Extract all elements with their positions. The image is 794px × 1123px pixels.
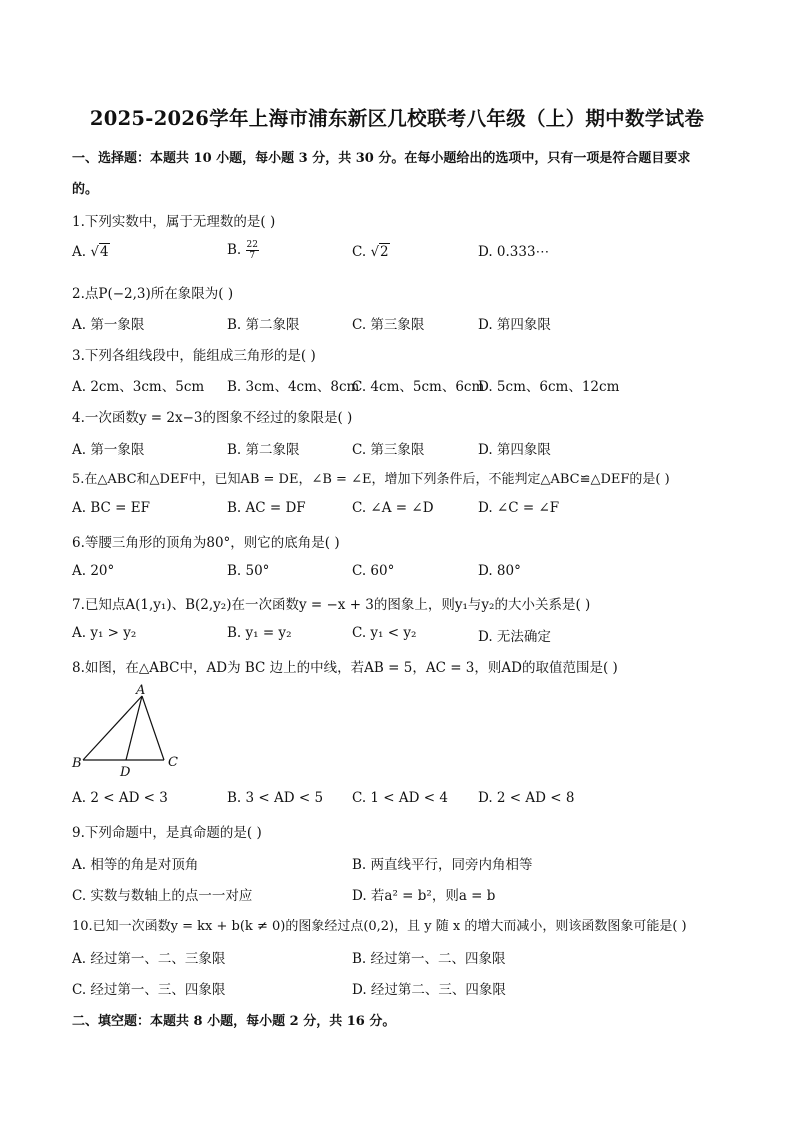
q2-option-d: D. 第四象限 bbox=[478, 317, 551, 333]
q1-option-c bbox=[352, 244, 390, 260]
q1-c-label: C. bbox=[352, 244, 367, 260]
q10-option-b: B. 经过第一、二、四象限 bbox=[352, 951, 506, 967]
q7-option-d: D. 无法确定 bbox=[478, 629, 551, 645]
q1-option-b bbox=[227, 240, 259, 261]
q10-stem: 10.已知一次函数y = kx + b(k ≠ 0)的图象经过点(0,2)，且 y 随 x 的增大而减小，则该函数图象可能是( ) bbox=[72, 919, 687, 934]
q7-option-a: A. y₁ > y₂ bbox=[72, 625, 137, 641]
q10-option-d: D. 经过第二、三、四象限 bbox=[352, 982, 506, 998]
triangle-figure bbox=[66, 682, 196, 782]
q8-stem: 8.如图，在△ABC中，AD为 BC 边上的中线，若AB = 5，AC = 3，则AD的取值范围是( ) bbox=[72, 660, 618, 676]
side-ac bbox=[142, 696, 164, 760]
q1-c-radicand: 2 bbox=[380, 244, 389, 260]
q9-option-a: A. 相等的角是对顶角 bbox=[72, 857, 199, 873]
q1-a-label: A. bbox=[72, 244, 87, 260]
point-d-label: D bbox=[120, 765, 131, 780]
q1-stem: 1.下列实数中，属于无理数的是( ) bbox=[72, 214, 276, 230]
q7-stem: 7.已知点A(1,y₁)、B(2,y₂)在一次函数y = −x + 3的图象上，则y₁与y₂的大小关系是( ) bbox=[72, 597, 591, 613]
q4-option-c: C. 第三象限 bbox=[352, 442, 425, 458]
q2-option-b: B. 第二象限 bbox=[227, 317, 300, 333]
q7-option-c: C. y₁ < y₂ bbox=[352, 625, 417, 641]
q7-option-b: B. y₁ = y₂ bbox=[227, 625, 292, 641]
q9-option-c: C. 实数与数轴上的点一一对应 bbox=[72, 888, 253, 904]
q3-option-d: D. 5cm、6cm、12cm bbox=[478, 379, 620, 395]
q8-option-a: A. 2 < AD < 3 bbox=[72, 790, 168, 806]
vertex-a-label: A bbox=[136, 683, 146, 698]
q1-b-denominator: 7 bbox=[249, 251, 256, 261]
vertex-b-label: B bbox=[72, 756, 82, 771]
q4-option-d: D. 第四象限 bbox=[478, 442, 551, 458]
q3-option-b: B. 3cm、4cm、8cm bbox=[227, 379, 360, 395]
q2-stem: 2.点P(−2,3)所在象限为( ) bbox=[72, 286, 234, 302]
q1-a-radicand: 4 bbox=[99, 244, 109, 260]
q1-b-numerator: 22 bbox=[246, 240, 258, 250]
q8-option-b: B. 3 < AD < 5 bbox=[227, 790, 324, 806]
section1-heading: 一、选择题：本题共 10 小题，每小题 3 分，共 30 分。在每小题给出的选项中，只有一项是符合题目要求 bbox=[72, 151, 691, 166]
q3-option-c: C. 4cm、5cm、6cm bbox=[352, 379, 485, 395]
q9-option-d: D. 若a² = b²，则a = b bbox=[352, 888, 496, 904]
section2-heading: 二、填空题：本题共 8 小题，每小题 2 分，共 16 分。 bbox=[72, 1014, 396, 1029]
q1-option-d: D. 0.333⋯ bbox=[478, 244, 550, 260]
q6-stem: 6.等腰三角形的顶角为80°，则它的底角是( ) bbox=[72, 535, 340, 551]
q5-option-d: D. ∠C = ∠F bbox=[478, 500, 560, 516]
side-ab bbox=[83, 696, 142, 760]
q6-option-c: C. 60° bbox=[352, 563, 395, 579]
q3-stem: 3.下列各组线段中，能组成三角形的是( ) bbox=[72, 348, 316, 364]
q10-option-c: C. 经过第一、三、四象限 bbox=[72, 982, 226, 998]
sqrt-symbol: √2 bbox=[370, 244, 389, 260]
q1-b-label: B. bbox=[227, 242, 242, 258]
q5-option-b: B. AC = DF bbox=[227, 500, 306, 516]
q9-stem: 9.下列命题中，是真命题的是( ) bbox=[72, 825, 262, 841]
q3-option-a: A. 2cm、3cm、5cm bbox=[72, 379, 205, 395]
q9-option-b: B. 两直线平行，同旁内角相等 bbox=[352, 857, 533, 873]
q1-b-fraction bbox=[246, 240, 259, 261]
q4-stem: 4.一次函数y = 2x−3的图象不经过的象限是( ) bbox=[72, 410, 353, 426]
q8-option-c: C. 1 < AD < 4 bbox=[352, 790, 448, 806]
sqrt-symbol: √4 bbox=[90, 244, 109, 260]
median-ad bbox=[126, 696, 142, 760]
q1-option-a bbox=[72, 244, 110, 260]
q10-option-a: A. 经过第一、二、三象限 bbox=[72, 951, 226, 967]
q6-option-a: A. 20° bbox=[72, 563, 115, 579]
q4-option-b: B. 第二象限 bbox=[227, 442, 300, 458]
q5-option-c: C. ∠A = ∠D bbox=[352, 500, 434, 516]
q8-option-d: D. 2 < AD < 8 bbox=[478, 790, 575, 806]
q6-option-d: D. 80° bbox=[478, 563, 521, 579]
q2-option-a: A. 第一象限 bbox=[72, 317, 145, 333]
vertex-c-label: C bbox=[168, 755, 178, 770]
exam-title: 2025-2026学年上海市浦东新区几校联考八年级（上）期中数学试卷 bbox=[89, 107, 705, 130]
q5-stem: 5.在△ABC和△DEF中，已知AB = DE，∠B = ∠E，增加下列条件后，不能判定△ABC≌△DEF的是( ) bbox=[72, 472, 670, 487]
section1-heading-cont: 的。 bbox=[72, 182, 99, 197]
q4-option-a: A. 第一象限 bbox=[72, 442, 145, 458]
q6-option-b: B. 50° bbox=[227, 563, 270, 579]
q5-option-a: A. BC = EF bbox=[72, 500, 150, 516]
q2-option-c: C. 第三象限 bbox=[352, 317, 425, 333]
